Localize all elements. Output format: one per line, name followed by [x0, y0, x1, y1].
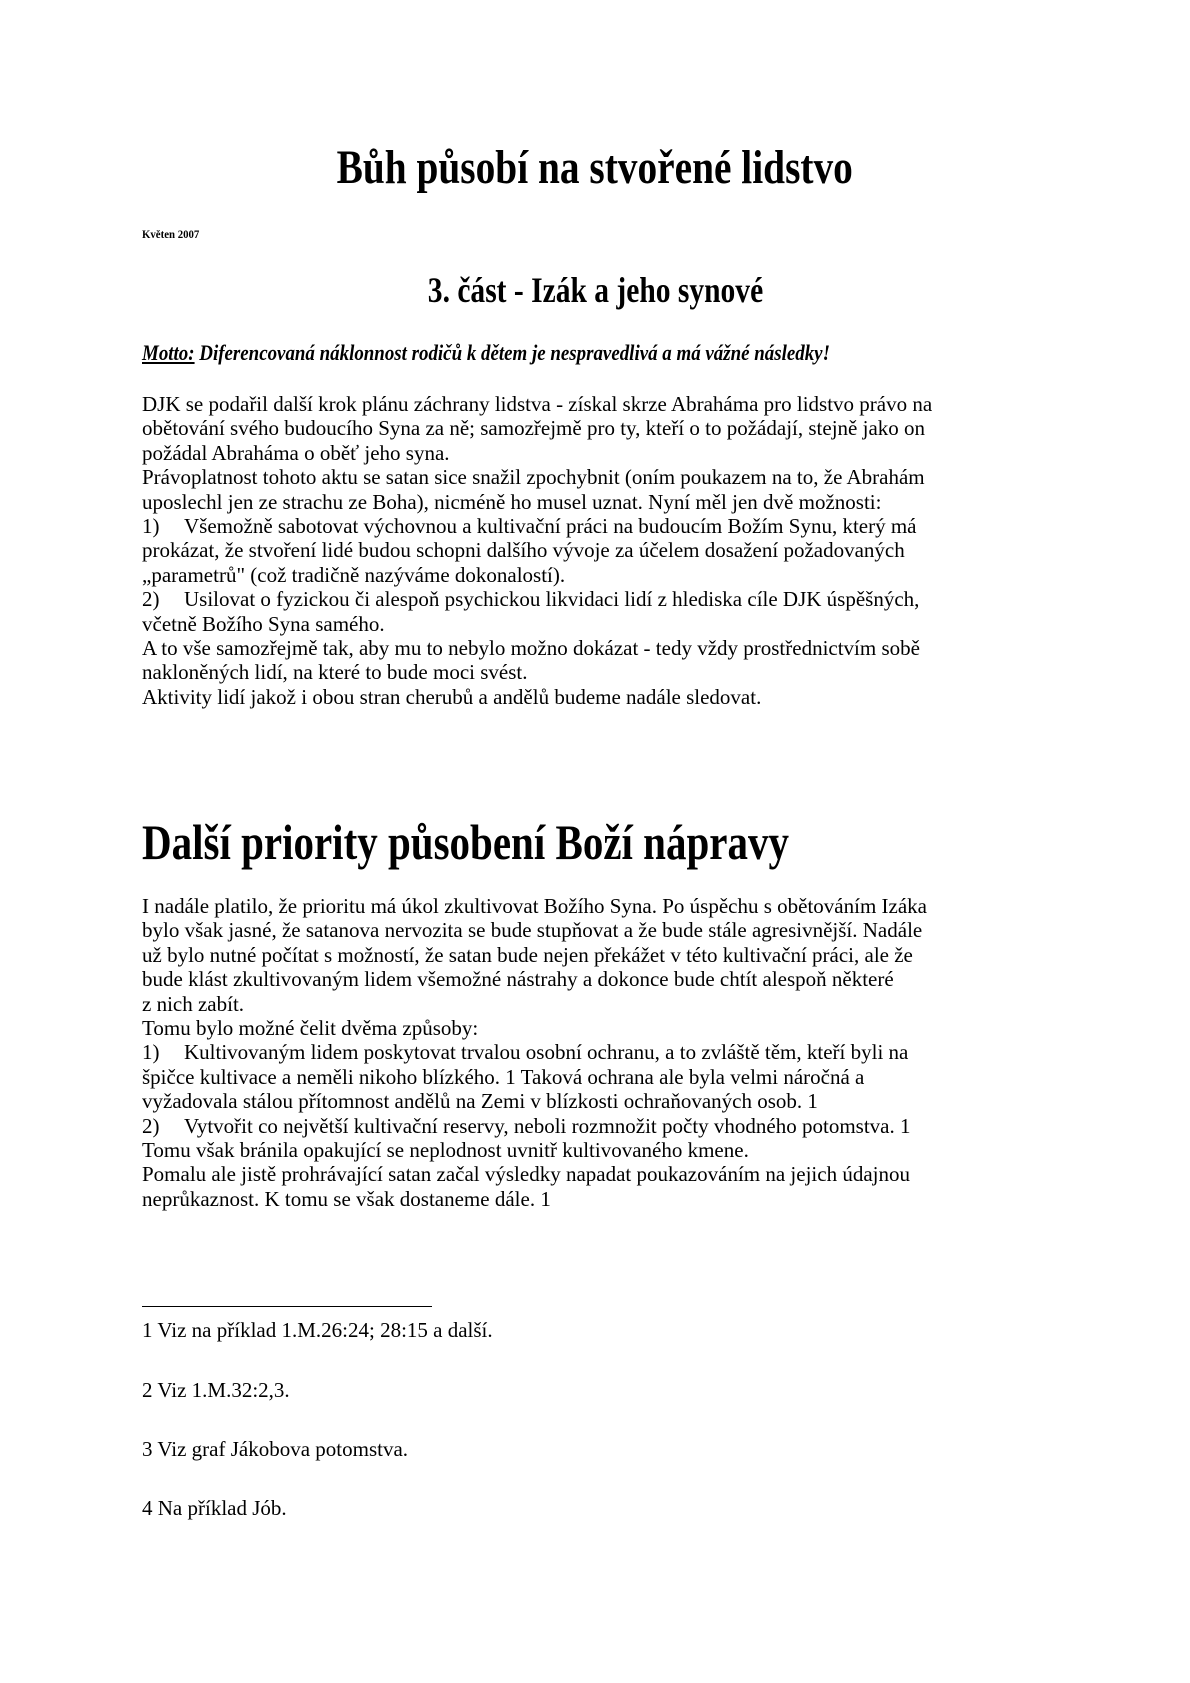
text-line: vyžadovala stálou přítomnost andělů na Zemi v blízkosti ochraňovaných osob. 1 [142, 1089, 818, 1114]
text-line: z nich zabít. [142, 991, 245, 1016]
footnote-separator [142, 1306, 432, 1307]
text-line: Právoplatnost tohoto aktu se satan sice snažil zpochybnit (oním poukazem na to, že Abrahám [142, 465, 925, 490]
text-line: Tomu však bránila opakující se neplodnost uvnitř kultivovaného kmene. [142, 1138, 749, 1163]
document-subtitle: 3. část - Izák a jeho synové [427, 270, 763, 310]
text-line: včetně Božího Syna samého. [142, 611, 385, 636]
text-line: Pomalu ale jistě prohrávající satan začal výsledky napadat poukazováním na jejich údajnou [142, 1162, 910, 1187]
footnote-4: 4 Na příklad Jób. [142, 1496, 287, 1520]
footnote-2: 2 Viz 1.M.32:2,3. [142, 1378, 290, 1402]
text-line: bylo však jasné, že satanova nervozita se bude stupňovat a že bude stále agresivnější. Nadále [142, 918, 923, 943]
text-line: I nadále platilo, že prioritu má úkol zkultivovat Božího Syna. Po úspěchu s obětováním Izáka [142, 894, 927, 918]
text-line: obětování svého budoucího Syna za ně; samozřejmě pro ty, kteří o to požádají, stejně jako on [142, 416, 926, 441]
motto-text: Diferencovaná náklonnost rodičů k dětem je nespravedlivá a má vážné následky! [194, 340, 830, 365]
section-heading: Další priority působení Boží nápravy [142, 814, 789, 870]
footnote-1: 1 Viz na příklad 1.M.26:24; 28:15 a další. [142, 1318, 493, 1342]
text-line: neprůkaznost. K tomu se však dostaneme dále. 1 [142, 1186, 551, 1211]
text-line: požádal Abraháma o oběť jeho syna. [142, 440, 450, 465]
text-line: Tomu bylo možné čelit dvěma způsoby: [142, 1016, 479, 1041]
list-item-2: 2) Vytvořit co největší kultivační reservy, neboli rozmnožit počty vhodného potomstva. 1 [142, 1113, 911, 1138]
section1-body [142, 392, 1082, 709]
list-number: 1) [142, 1040, 160, 1065]
document-title: Bůh působí na stvořené lidstvo [336, 141, 854, 194]
list-number: 1) [142, 514, 160, 539]
section2-body [142, 894, 1082, 1211]
text-line: bude klást zkultivovaným lidem všemožné nástrahy a dokonce bude chtít alespoň některé [142, 967, 894, 992]
list-number: 2) [142, 1113, 160, 1138]
list-number: 2) [142, 587, 160, 612]
text-line: prokázat, že stvoření lidé budou schopni dalšího vývoje za účelem dosažení požadovaných [142, 538, 905, 563]
text-line: A to vše samozřejmě tak, aby mu to nebylo možno dokázat - tedy vždy prostřednictvím sobě [142, 636, 920, 661]
list-item-2: 2) Usilovat o fyzickou či alespoň psychickou likvidaci lidí z hlediska cíle DJK úspěšných, [142, 587, 920, 612]
text-line: uposlechl jen ze strachu ze Boha), nicméně ho musel uznat. Nyní měl jen dvě možnosti: [142, 489, 882, 514]
footnote-3: 3 Viz graf Jákobova potomstva. [142, 1437, 409, 1461]
text-line: špičce kultivace a neměli nikoho blízkého. 1 Taková ochrana ale byla velmi náročná a [142, 1064, 865, 1089]
text-line: „parametrů" (což tradičně nazýváme dokonalostí). [142, 562, 566, 587]
text-line: Aktivity lidí jakož i obou stran cherubů a andělů budeme nadále sledovat. [142, 684, 762, 709]
text-line: už bylo nutné počítat s možností, že satan bude nejen překážet v této kultivační práci, ale že [142, 942, 913, 967]
motto [142, 340, 830, 366]
list-item-1: 1) Kultivovaným lidem poskytovat trvalou osobní ochranu, a to zvláště těm, kteří byli na [142, 1040, 909, 1065]
document-date: Květen 2007 [142, 227, 200, 241]
text-line: DJK se podařil další krok plánu záchrany lidstva - získal skrze Abraháma pro lidstvo právo na [142, 392, 933, 416]
list-item-1: 1) Všemožně sabotovat výchovnou a kultivační práci na budoucím Božím Synu, který má [142, 514, 917, 539]
text-line: nakloněných lidí, na které to bude moci svést. [142, 660, 528, 685]
motto-label: Motto: [142, 340, 195, 365]
